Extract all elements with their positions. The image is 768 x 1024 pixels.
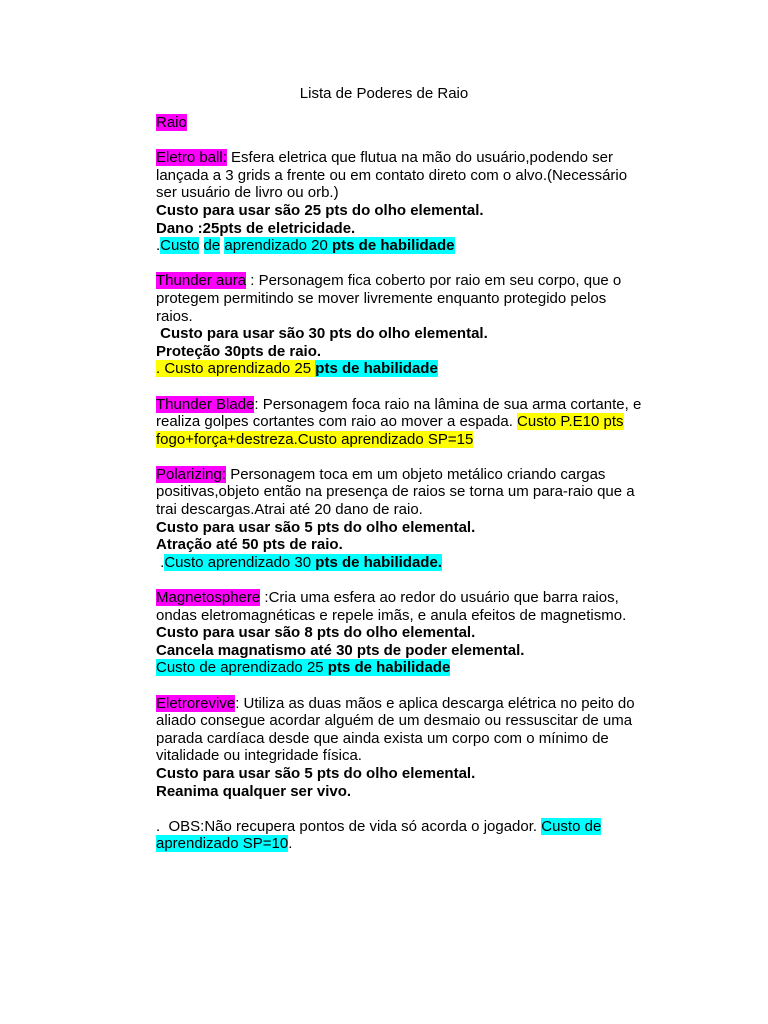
power-thunder-aura-line1 <box>156 272 676 290</box>
power-description: positivas,objeto então na presença de raios se torna um para-raio que a <box>156 483 635 501</box>
learn-cost: .Custo aprendizado 30 pts de habilidade. <box>156 553 442 571</box>
power-description: realiza golpes cortantes com raio ao mover a espada. Custo P.E10 pts <box>156 413 624 431</box>
power-description: : Personagem fica coberto por raio em seu corpo, que o <box>246 272 622 290</box>
power-description: parada cardíaca desde que ainda exista um corpo com o mínimo de <box>156 729 609 747</box>
power-description: :Cria uma esfera ao redor do usuário que barra raios, <box>260 589 619 607</box>
power-eletrorevive-line1 <box>156 695 676 713</box>
power-description: Esfera eletrica que flutua na mão do usuário,podendo ser <box>226 149 613 167</box>
power-name: Polarizing: <box>156 465 227 483</box>
power-description: aliado consegue acordar alguém de um desmaio ou ressuscitar de uma <box>156 712 633 730</box>
power-name: Eletrorevive <box>156 694 236 712</box>
document-body <box>156 114 676 853</box>
damage-line: Dano :25pts de eletricidade. <box>156 219 356 237</box>
revive-line: Reanima qualquer ser vivo. <box>156 782 352 800</box>
power-magnetosphere-line1 <box>156 589 676 607</box>
power-description: lançada a 3 grids a frente ou em contato direto com o alvo.(Necessário <box>156 166 628 184</box>
power-description: : Utiliza as duas mãos e aplica descarga elétrica no peito do <box>235 694 635 712</box>
power-thunder-blade-line1 <box>156 396 676 414</box>
power-polarizing-line1 <box>156 466 676 484</box>
power-name: Thunder Blade <box>156 395 255 413</box>
usage-cost: Custo para usar são 5 pts do olho elemental. <box>156 518 476 536</box>
learn-cost: Custo de aprendizado 25 pts de habilidade <box>156 659 451 677</box>
attraction-line: Atração até 50 pts de raio. <box>156 536 343 554</box>
power-name: Thunder aura <box>156 272 247 290</box>
power-name: Eletro ball: <box>156 149 227 167</box>
page-title: Lista de Poderes de Raio <box>299 85 469 102</box>
power-description: protegem permitindo se mover livremente enquanto protegido pelos <box>156 289 607 307</box>
power-description: trai descargas.Atrai até 20 dano de raio. <box>156 501 423 519</box>
power-description: Personagem toca em um objeto metálico criando cargas <box>226 465 606 483</box>
power-name: Magnetosphere <box>156 589 261 607</box>
learn-cost: . Custo aprendizado 25 pts de habilidade <box>156 360 438 378</box>
usage-cost: Custo para usar são 5 pts do olho elemental. <box>156 764 476 782</box>
power-description: ondas eletromagnéticas e repele imãs, e anula efeitos de magnetismo. <box>156 606 627 624</box>
protection-line: Proteção 30pts de raio. <box>156 342 322 360</box>
obs-line: . OBS:Não recupera pontos de vida só acorda o jogador. Custo de <box>156 817 602 835</box>
power-description: raios. <box>156 307 193 325</box>
usage-cost: Custo para usar são 30 pts do olho elemental. <box>156 325 488 343</box>
usage-cost: Custo para usar são 25 pts do olho elemental. <box>156 201 484 219</box>
power-description: : Personagem foca raio na lâmina de sua arma cortante, e <box>254 395 642 413</box>
usage-cost: Custo para usar são 8 pts do olho elemental. <box>156 624 476 642</box>
power-description: vitalidade ou integridade física. <box>156 747 362 765</box>
power-description: ser usuário de livro ou orb.) <box>156 184 339 202</box>
cancel-line: Cancela magnatismo até 30 pts de poder elemental. <box>156 641 525 659</box>
section-heading-line <box>156 114 676 132</box>
section-heading: Raio <box>156 114 187 131</box>
learn-cost: aprendizado SP=10. <box>156 835 293 853</box>
power-eletro-ball-line1 <box>156 149 676 167</box>
learn-cost: .Custo de aprendizado 20 pts de habilidade <box>156 237 455 255</box>
learn-cost: fogo+força+destreza.Custo aprendizado SP=15 <box>156 430 474 448</box>
